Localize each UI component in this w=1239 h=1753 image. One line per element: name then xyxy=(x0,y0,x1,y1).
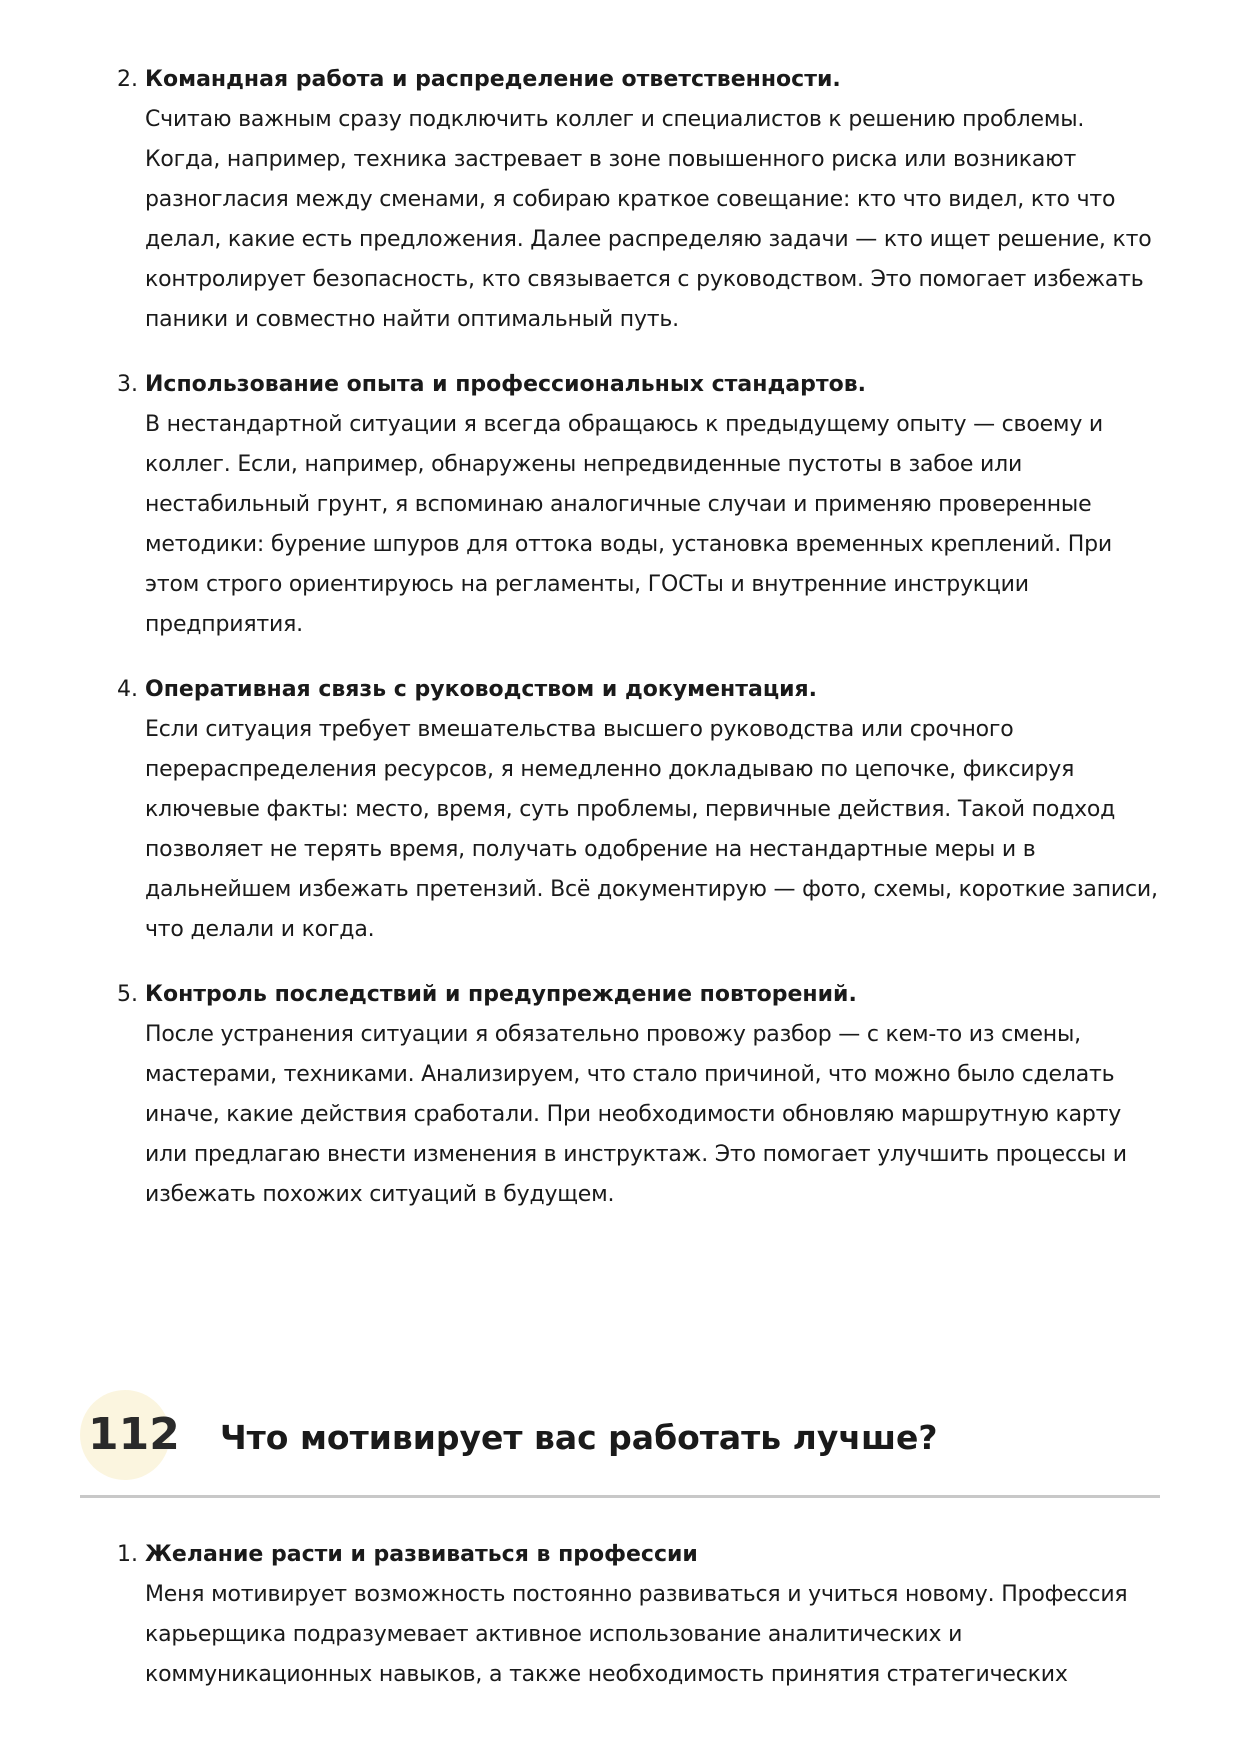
item-line: ключевые факты: место, время, суть проблемы, первичные действия. Такой подход xyxy=(145,797,1116,822)
item-line: Меня мотивирует возможность постоянно развиваться и учиться новому. Профессия xyxy=(145,1582,1128,1607)
item-line: паники и совместно найти оптимальный путь. xyxy=(145,307,679,332)
item-line: мастерами, техниками. Анализируем, что стало причиной, что можно было сделать xyxy=(145,1062,1115,1087)
item-title: Контроль последствий и предупреждение повторений. xyxy=(145,982,857,1007)
answer-list-bottom xyxy=(115,1535,1165,1720)
item-line: В нестандартной ситуации я всегда обращаюсь к предыдущему опыту — своему и xyxy=(145,412,1104,437)
answer-list-top xyxy=(115,60,1165,1240)
item-line: иначе, какие действия сработали. При необходимости обновляю маршрутную карту xyxy=(145,1102,1122,1127)
item-line: карьерщика подразумевает активное использование аналитических и xyxy=(145,1622,963,1647)
question-header xyxy=(80,1390,1160,1500)
item-line: коллег. Если, например, обнаружены непредвиденные пустоты в забое или xyxy=(145,452,1023,477)
item-number: 2. xyxy=(117,67,138,92)
list-item xyxy=(115,975,1165,1215)
item-body xyxy=(145,710,1165,950)
item-line: нестабильный грунт, я вспоминаю аналогичные случаи и применяю проверенные xyxy=(145,492,1092,517)
item-number: 4. xyxy=(117,677,138,702)
item-body xyxy=(145,405,1165,645)
list-item xyxy=(115,365,1165,645)
item-line: контролирует безопасность, кто связывается с руководством. Это помогает избежать xyxy=(145,267,1144,292)
item-line: методики: бурение шпуров для оттока воды, установка временных креплений. При xyxy=(145,532,1113,557)
list-item xyxy=(115,60,1165,340)
item-line: этом строго ориентируюсь на регламенты, ГОСТы и внутренние инструкции xyxy=(145,572,1029,597)
item-line: позволяет не терять время, получать одобрение на нестандартные меры и в xyxy=(145,837,1036,862)
item-line: коммуникационных навыков, а также необходимость принятия стратегических xyxy=(145,1662,1068,1687)
header-divider xyxy=(80,1495,1160,1498)
item-title: Оперативная связь с руководством и документация. xyxy=(145,677,818,702)
question-number: 112 xyxy=(88,1409,180,1460)
item-title: Желание расти и развиваться в профессии xyxy=(145,1542,698,1567)
item-line: делал, какие есть предложения. Далее распределяю задачи — кто ищет решение, кто xyxy=(145,227,1152,252)
item-line: Считаю важным сразу подключить коллег и специалистов к решению проблемы. xyxy=(145,107,1085,132)
item-line: Когда, например, техника застревает в зоне повышенного риска или возникают xyxy=(145,147,1077,172)
item-number: 5. xyxy=(117,982,138,1007)
item-line: Если ситуация требует вмешательства высшего руководства или срочного xyxy=(145,717,1014,742)
item-title: Использование опыта и профессиональных стандартов. xyxy=(145,372,866,397)
item-number: 3. xyxy=(117,372,138,397)
item-line: дальнейшем избежать претензий. Всё документирую — фото, схемы, короткие записи, xyxy=(145,877,1158,902)
item-body xyxy=(145,1575,1165,1695)
item-line: что делали и когда. xyxy=(145,917,375,942)
item-title: Командная работа и распределение ответственности. xyxy=(145,67,841,92)
item-line: избежать похожих ситуаций в будущем. xyxy=(145,1182,615,1207)
item-line: После устранения ситуации я обязательно провожу разбор — с кем-то из смены, xyxy=(145,1022,1081,1047)
item-line: или предлагаю внести изменения в инструктаж. Это помогает улучшить процессы и xyxy=(145,1142,1127,1167)
list-item xyxy=(115,1535,1165,1695)
list-item xyxy=(115,670,1165,950)
item-line: разногласия между сменами, я собираю краткое совещание: кто что видел, кто что xyxy=(145,187,1116,212)
item-line: перераспределения ресурсов, я немедленно докладываю по цепочке, фиксируя xyxy=(145,757,1075,782)
question-title: Что мотивирует вас работать лучше? xyxy=(220,1418,938,1457)
item-number: 1. xyxy=(117,1542,138,1567)
item-line: предприятия. xyxy=(145,612,303,637)
item-body xyxy=(145,1015,1165,1215)
item-body xyxy=(145,100,1165,340)
